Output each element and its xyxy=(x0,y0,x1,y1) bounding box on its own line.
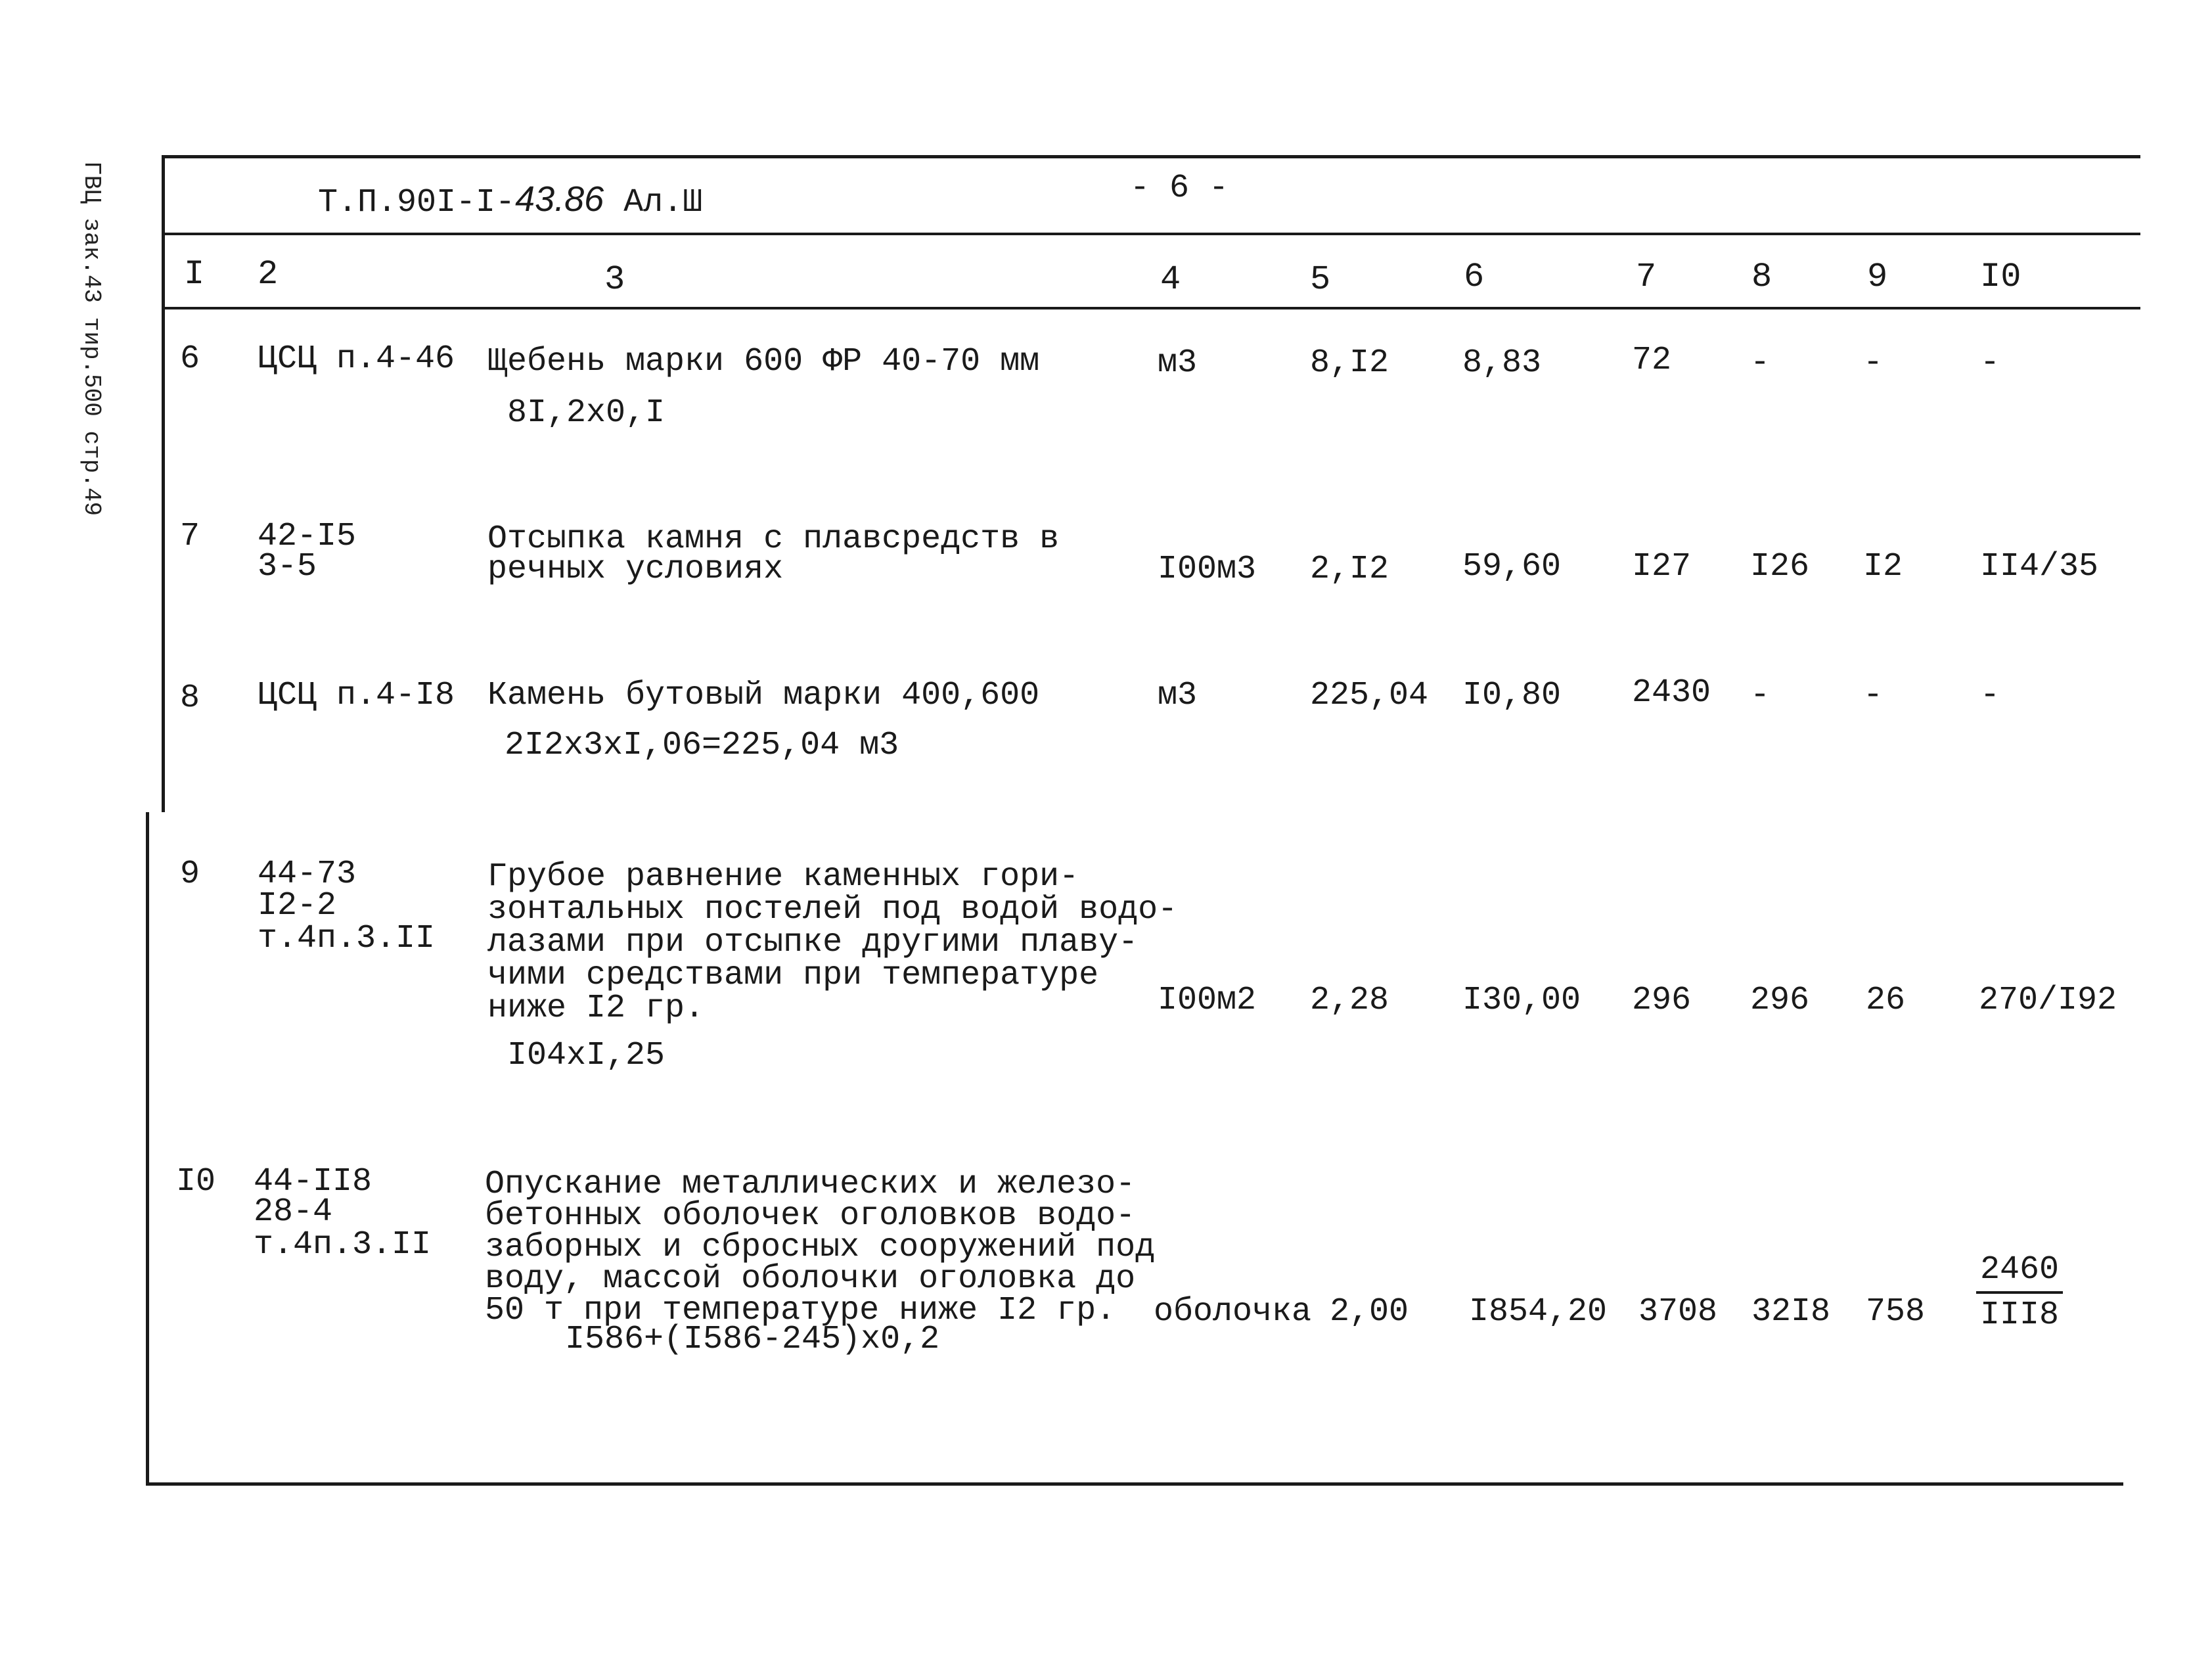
row-6-quantity: 8,I2 xyxy=(1310,344,1389,382)
row-6-col-9: - xyxy=(1863,344,1884,382)
document-code-prefix: Т.П.90I-I- xyxy=(318,184,516,221)
row-10-reference-line-3: т.4п.3.II xyxy=(254,1226,432,1264)
frame-left-line-lower xyxy=(146,812,149,1484)
header-divider-line xyxy=(163,233,2140,235)
side-stamp: ГВЦ зак.43 тир.500 стр.49 xyxy=(78,161,105,516)
column-header-8: 8 xyxy=(1751,258,1772,296)
row-8-reference: ЦСЦ п.4-I8 xyxy=(258,677,455,714)
row-10-col-9: 758 xyxy=(1866,1293,1926,1331)
row-7-unit-price: 59,60 xyxy=(1462,548,1562,585)
row-9-number: 9 xyxy=(180,856,200,893)
column-header-4: 4 xyxy=(1160,260,1181,299)
row-7-col-7: I27 xyxy=(1632,548,1692,585)
row-10-description-line-3: заборных и сбросных сооружений под xyxy=(485,1229,1156,1266)
row-9-description-line-4: чими средствами при температуре xyxy=(487,957,1099,994)
row-8-number: 8 xyxy=(180,679,200,717)
row-6-unit-price: 8,83 xyxy=(1462,344,1542,382)
column-header-divider-line xyxy=(163,307,2140,309)
row-6-col-10: - xyxy=(1980,344,2000,382)
row-9-description-line-2: зонтальных постелей под водой водо- xyxy=(487,891,1178,928)
row-9-reference-line-3: т.4п.3.II xyxy=(258,920,436,957)
row-7-col-8: I26 xyxy=(1750,548,1810,585)
column-header-9: 9 xyxy=(1867,258,1888,296)
row-8-quantity: 225,04 xyxy=(1310,677,1429,714)
row-6-col-8: - xyxy=(1750,344,1771,382)
row-8-col-9: - xyxy=(1863,677,1884,714)
row-9-calculation: I04xI,25 xyxy=(507,1037,666,1074)
document-code-suffix: Ал.Ш xyxy=(604,184,703,221)
row-6-description: Щебень марки 600 ФР 40-70 мм xyxy=(487,343,1040,380)
row-10-reference-line-1: 44-II8 xyxy=(254,1163,372,1200)
row-6-number: 6 xyxy=(180,340,200,378)
row-9-col-10: 270/I92 xyxy=(1979,982,2117,1019)
row-10-unit: оболочка xyxy=(1154,1293,1312,1331)
column-header-2: 2 xyxy=(258,255,279,294)
document-code xyxy=(318,179,702,221)
row-8-col-10: - xyxy=(1980,677,2000,714)
row-8-col-7: 2430 xyxy=(1632,674,1711,712)
row-10-col-8: 32I8 xyxy=(1751,1293,1831,1331)
row-8-unit-price: I0,80 xyxy=(1462,677,1562,714)
row-7-quantity: 2,I2 xyxy=(1310,551,1389,588)
row-9-description-line-1: Грубое равнение каменных гори- xyxy=(487,858,1079,896)
page-number: - 6 - xyxy=(1130,170,1229,207)
row-7-description-line-1: Отсыпка камня с плавсредств в xyxy=(487,520,1060,558)
column-header-7: 7 xyxy=(1636,258,1657,296)
document-code-number: 43.86 xyxy=(515,179,604,219)
row-7-col-10: II4/35 xyxy=(1980,548,2099,585)
row-10-description-line-2: бетонных оболочек оголовков водо- xyxy=(485,1197,1136,1235)
column-header-6: 6 xyxy=(1464,258,1485,296)
row-9-col-8: 296 xyxy=(1750,982,1810,1019)
row-9-unit: I00м2 xyxy=(1158,982,1257,1019)
row-9-description-line-5: ниже I2 гр. xyxy=(487,990,705,1027)
row-9-col-9: 26 xyxy=(1866,982,1906,1019)
row-10-calculation: I586+(I586-245)x0,2 xyxy=(565,1321,940,1358)
column-header-10: I0 xyxy=(1980,258,2021,296)
row-9-col-7: 296 xyxy=(1632,982,1692,1019)
frame-top-line xyxy=(163,155,2140,158)
row-10-quantity: 2,00 xyxy=(1330,1293,1409,1331)
row-9-reference-line-2: I2-2 xyxy=(258,887,337,925)
row-10-reference-line-2: 28-4 xyxy=(254,1193,333,1231)
column-header-5: 5 xyxy=(1310,260,1331,299)
frame-bottom-line xyxy=(146,1482,2123,1486)
row-8-unit: м3 xyxy=(1158,677,1198,714)
row-9-reference-line-1: 44-73 xyxy=(258,856,357,893)
row-10-col-10-numerator: 2460 xyxy=(1976,1251,2063,1294)
row-8-calculation: 2I2x3xI,06=225,04 м3 xyxy=(505,727,899,764)
row-10-description-line-5: 50 т при температуре ниже I2 гр. xyxy=(485,1292,1116,1329)
row-10-col-10-fraction xyxy=(1976,1251,2063,1334)
row-6-col-7: 72 xyxy=(1632,342,1672,379)
frame-left-line xyxy=(162,155,165,812)
row-6-reference: ЦСЦ п.4-46 xyxy=(258,340,455,378)
row-10-description-line-1: Опускание металлических и железо- xyxy=(485,1166,1136,1203)
row-6-unit: м3 xyxy=(1158,344,1198,382)
row-10-number: I0 xyxy=(176,1163,216,1200)
row-6-calculation: 8I,2x0,I xyxy=(507,394,666,432)
row-8-description: Камень бутовый марки 400,600 xyxy=(487,677,1040,714)
row-9-description-line-3: лазами при отсыпке другими плаву- xyxy=(487,924,1139,961)
row-9-quantity: 2,28 xyxy=(1310,982,1389,1019)
row-7-reference-line-1: 42-I5 xyxy=(258,518,357,555)
row-8-col-8: - xyxy=(1750,677,1771,714)
column-header-3: 3 xyxy=(604,260,625,299)
row-7-col-9: I2 xyxy=(1863,548,1903,585)
row-10-col-7: 3708 xyxy=(1638,1293,1718,1331)
column-header-1: I xyxy=(184,255,205,294)
row-10-description-line-4: воду, массой оболочки оголовка до xyxy=(485,1260,1136,1298)
row-9-unit-price: I30,00 xyxy=(1462,982,1581,1019)
row-7-number: 7 xyxy=(180,518,200,555)
row-7-description-line-2: речных условиях xyxy=(487,551,784,588)
row-10-unit-price: I854,20 xyxy=(1469,1293,1608,1331)
row-10-col-10-denominator: III8 xyxy=(1980,1296,2060,1334)
row-7-reference-line-2: 3-5 xyxy=(258,548,317,585)
row-7-unit: I00м3 xyxy=(1158,551,1257,588)
